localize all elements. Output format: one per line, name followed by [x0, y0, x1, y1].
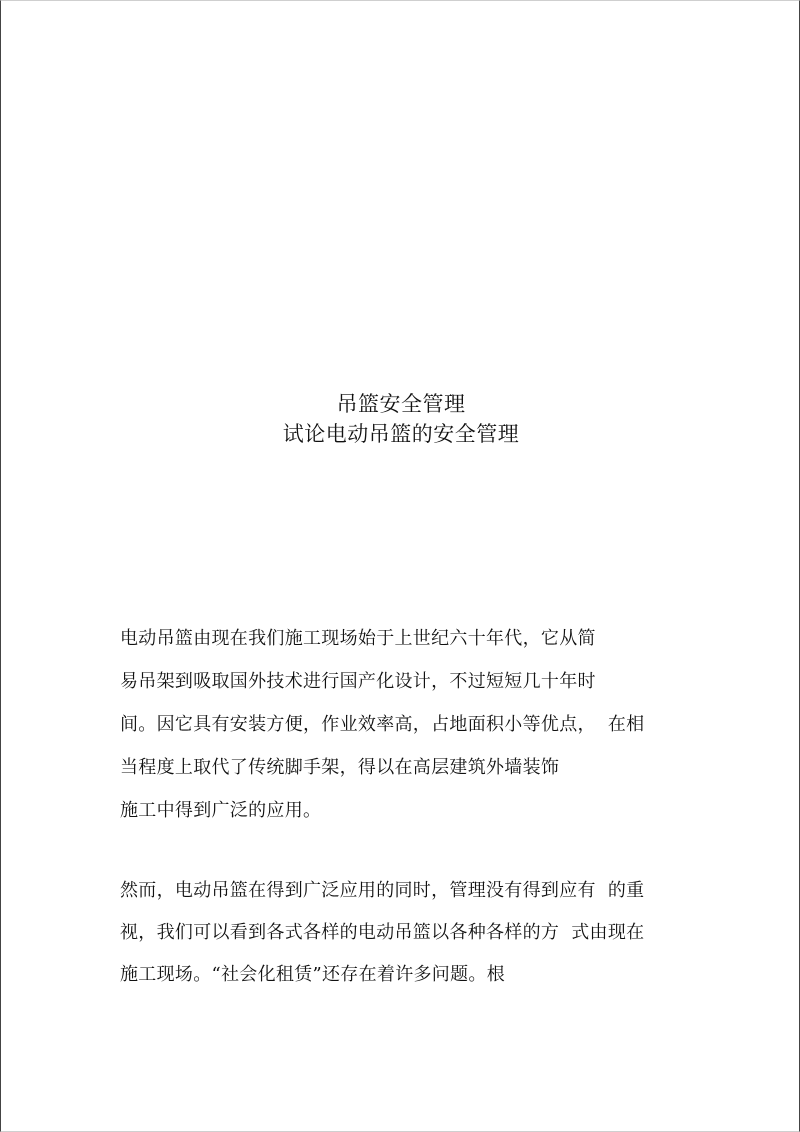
document-title: 吊篮安全管理: [336, 392, 466, 416]
title-block: [1, 389, 800, 449]
paragraph-line: 电动吊篮由现在我们施工现场始于上世纪六十年代，它从简: [120, 628, 596, 649]
paragraph-line: 当程度上取代了传统脚手架，得以在高层建筑外墙装饰: [120, 757, 560, 778]
document-subtitle: 试论电动吊篮的安全管理: [282, 422, 520, 446]
paragraph-line: 施工现场。“社会化租赁”还存在着许多问题。根: [120, 964, 506, 985]
paragraph-2: [120, 881, 680, 1007]
paragraph-line: 然而，电动吊篮在得到广泛应用的同时，管理没有得到应有 的重: [120, 880, 645, 901]
paragraph-1: [120, 629, 680, 844]
paragraph-line: 间。因它具有安装方便，作业效率高，占地面积小等优点， 在相: [120, 714, 645, 735]
paragraph-line: 视，我们可以看到各式各样的电动吊篮以各种各样的方 式由现在: [120, 922, 645, 943]
paragraph-line: 易吊架到吸取国外技术进行国产化设计，不过短短几十年时: [120, 671, 596, 692]
paragraph-line: 施工中得到广泛的应用。: [120, 800, 322, 821]
